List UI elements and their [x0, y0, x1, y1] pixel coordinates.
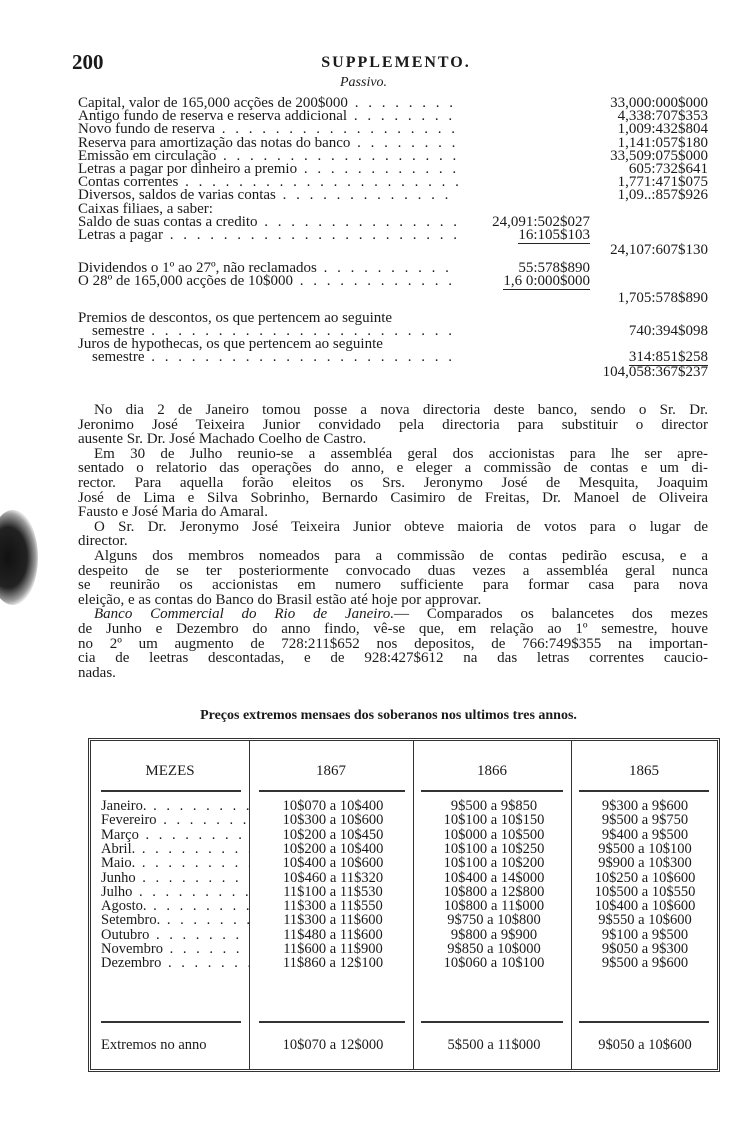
text-line: eleição, e as contas do Banco do Brasil estão até hoje por approvar. — [78, 591, 482, 608]
month-label: Dezembro . . . — [101, 956, 249, 970]
row-label: semestre . . . — [92, 350, 458, 364]
month-label: Novembro . . . — [101, 942, 249, 956]
price-1867: 10$300 a 10$600 — [282, 812, 384, 829]
ledger-row — [78, 291, 708, 305]
ledger-row — [78, 175, 708, 189]
footer-1867: 10$070 a 12$000 — [282, 1037, 384, 1053]
italic-lead: Banco Commercial do Rio de Janeiro. — [94, 606, 394, 623]
table-row — [91, 799, 717, 813]
text-line: Em 30 de Julho reunio-se a assembléa geral dos accionistas para lhe ser apre- — [94, 445, 708, 462]
price-1865: 9$300 a 9$600 — [601, 798, 689, 814]
ledger-row — [78, 243, 708, 257]
month-label: Abril. . . . — [101, 842, 249, 856]
price-1866: 9$850 a 10$000 — [447, 941, 541, 957]
price-1867: 11$600 a 11$900 — [283, 941, 383, 957]
text-line: Jeronimo José Teixeira Junior convidado pela directoria para substituir o director — [78, 416, 708, 433]
price-1865: 10$400 a 10$600 — [594, 898, 696, 915]
row-label: Saldo de suas contas a credito . . . — [78, 215, 458, 229]
amount-value: 1,141:057$180 — [617, 134, 708, 151]
ledger-row — [78, 337, 708, 351]
header-mezes: MEZES — [145, 763, 195, 779]
price-1865: 9$400 a 9$500 — [601, 826, 689, 843]
ledger-row — [78, 188, 708, 202]
text-line: director. — [78, 533, 128, 550]
ledger-row — [78, 324, 708, 338]
price-1866: 10$000 a 10$500 — [443, 826, 545, 843]
ledger-row — [78, 96, 708, 110]
month-label: Maio. . . . — [101, 856, 249, 870]
table-title: Preços extremos mensaes dos soberanos nos ultimos tres annos. — [200, 708, 577, 723]
ledger-row — [78, 162, 708, 176]
row-label: Reserva para amortização das notas do banco . . . — [78, 136, 458, 150]
text-line: No dia 2 de Janeiro tomou posse a nova directoria deste banco, sendo o Sr. Dr. — [94, 402, 708, 418]
table-row — [91, 871, 717, 885]
month-label: Março . . . — [101, 828, 249, 842]
row-label: Capital, valor de 165,000 acções de 200$000 . . . — [78, 96, 458, 110]
price-1866: 10$800 a 11$000 — [443, 898, 545, 915]
row-label: Caixas filiaes, a saber: — [78, 202, 213, 216]
text-line: sentado o relatorio das operações do anno, e eleger a commissão de contas e um di- — [78, 460, 708, 477]
subtotal-value: 16:105$103 — [518, 227, 590, 243]
section-heading: Passivo. — [340, 75, 388, 90]
text-line: José de Lima e Silva Sobrinho, Bernardo Casimiro de Freitas, Dr. Manoel de Oliveira — [78, 489, 708, 506]
table-row — [91, 828, 717, 842]
table-row — [91, 856, 717, 870]
price-1866: 10$400 a 14$000 — [443, 869, 545, 886]
running-title: SUPPLEMENTO. — [321, 54, 471, 71]
row-label: Letras a pagar por dinheiro a premio . . . — [78, 162, 458, 176]
price-1866: 9$800 a 9$900 — [450, 926, 538, 943]
price-1867: 10$070 a 10$400 — [282, 798, 384, 814]
price-1867: 11$100 a 11$530 — [283, 883, 383, 900]
price-1867: 10$200 a 10$450 — [282, 826, 384, 843]
ledger-row — [78, 149, 708, 163]
row-label: Novo fundo de reserva . . . — [78, 122, 458, 136]
price-1866: 9$500 a 9$850 — [450, 798, 538, 814]
amount-value: 1,009:432$804 — [617, 121, 708, 138]
ledger-row — [78, 202, 708, 216]
text-line: Fausto e José Maria do Amaral. — [78, 504, 268, 521]
price-1867: 11$300 a 11$550 — [283, 898, 383, 915]
month-label: Outubro . . . — [101, 928, 249, 942]
ledger-row — [78, 365, 708, 379]
amount-value: 740:394$098 — [628, 323, 708, 339]
row-label: Contas correntes . . . — [78, 175, 458, 189]
price-1865: 10$500 a 10$550 — [594, 883, 696, 900]
amount-value: 104,058:367$237 — [602, 364, 708, 380]
row-label: Premios de descontos, os que pertencem ao seguinte — [78, 311, 393, 325]
footer-1865: 9$050 a 10$600 — [598, 1037, 692, 1053]
price-1865: 9$500 a 9$600 — [601, 955, 689, 972]
header-1867: 1867 — [316, 763, 346, 779]
price-1867: 11$480 a 11$600 — [283, 926, 383, 943]
row-label: semestre . . . — [92, 324, 458, 338]
amount-value: 1,09..:857$926 — [617, 187, 708, 204]
text-line: no 2º um augmento de 728:211$652 nos depositos, de 766:749$355 na importan- — [78, 635, 708, 652]
price-1865: 9$100 a 9$500 — [601, 926, 689, 943]
subtotal-value: 55:578$890 — [518, 260, 590, 276]
amount-value: 4,338:707$353 — [617, 108, 708, 125]
rule — [579, 1021, 709, 1023]
table-row — [91, 899, 717, 913]
table-row — [91, 842, 717, 856]
text-line: cia de leetras descontadas, e de 928:427$612 na das letras correntes caucio- — [78, 650, 708, 667]
row-label: Diversos, saldos de varias contas . . . — [78, 188, 458, 202]
footer-1866: 5$500 a 11$000 — [447, 1037, 541, 1053]
text-line: se reunirão os accionistas em numero sufficiente para formar casa para nova — [78, 577, 708, 594]
amount-value: 1,771:471$075 — [617, 174, 708, 191]
ledger-row — [78, 350, 708, 364]
prices-table — [88, 738, 720, 1072]
amount-value: 24,107:607$130 — [610, 242, 708, 258]
price-1866: 10$100 a 10$250 — [443, 840, 545, 857]
rule — [101, 790, 241, 792]
row-label: Antigo fundo de reserva e reserva addicional . . . — [78, 109, 458, 123]
month-label: Janeiro. . . . — [101, 799, 249, 813]
rule — [421, 1021, 563, 1023]
subtotal-value: 24,091:502$027 — [492, 214, 590, 230]
header-1865: 1865 — [629, 763, 659, 779]
ledger-row — [78, 274, 708, 288]
price-1865: 9$500 a 10$100 — [598, 840, 692, 857]
footer-label: Extremos no anno — [101, 1037, 207, 1053]
price-1866: 10$060 a 10$100 — [443, 955, 545, 972]
amount-value: 33,000:000$000 — [610, 95, 708, 111]
table-row — [91, 928, 717, 942]
row-label: Emissão em circulação . . . — [78, 149, 458, 163]
ledger-row — [78, 311, 708, 325]
price-1865: 9$550 a 10$600 — [598, 912, 692, 929]
table-row — [91, 813, 717, 827]
rule — [579, 790, 709, 792]
amount-value: 314:851$258 — [628, 349, 708, 365]
text-line: rector. Para aquella forão eleitos os Srs. Jeronymo José de Mesquita, Joaquim — [78, 474, 708, 491]
row-label: Dividendos o 1º ao 27º, não reclamados . . . — [78, 261, 458, 275]
text-line: ausente Sr. Dr. José Machado Coelho de Castro. — [78, 431, 367, 448]
table-row — [91, 885, 717, 899]
text-line: despeito de se ter posteriormente convocado duas vezes a assembléa geral nunca — [78, 562, 708, 579]
table-row — [91, 913, 717, 927]
rule — [259, 1021, 405, 1023]
month-label: Julho . . . — [101, 885, 249, 899]
page-number: 200 — [72, 50, 104, 74]
table-footer-row — [91, 1038, 717, 1052]
ledger-row — [78, 122, 708, 136]
rule — [259, 790, 405, 792]
subtotal-value: 1,6 0:000$000 — [503, 273, 590, 289]
text-line: Alguns dos membros nomeados para a commissão de contas pedirão escusa, e a — [94, 547, 708, 564]
rule — [421, 790, 563, 792]
rule — [101, 1021, 241, 1023]
price-1866: 10$100 a 10$150 — [443, 812, 545, 829]
price-1866: 10$100 a 10$200 — [443, 855, 545, 872]
ledger-row — [78, 261, 708, 275]
ledger-row — [78, 109, 708, 123]
row-label: O 28º de 165,000 acções de 10$000 . . . — [78, 274, 458, 288]
row-label: Juros de hypothecas, os que pertencem ao seguinte — [78, 337, 383, 351]
scan-artifact — [0, 510, 38, 605]
month-label: Junho . . . — [101, 871, 249, 885]
amount-value: 33,509:075$000 — [610, 147, 708, 164]
price-1865: 9$050 a 9$300 — [601, 941, 689, 957]
text-line: O Sr. Dr. Jeronymo José Teixeira Junior obteve maioria de votos para o lugar de — [94, 518, 708, 535]
month-label: Setembro. . . . — [101, 913, 249, 927]
month-label: Fevereiro . . . — [101, 813, 249, 827]
price-1867: 10$400 a 10$600 — [282, 855, 384, 872]
price-1865: 9$500 a 9$750 — [601, 812, 689, 829]
month-label: Agosto. . . . — [101, 899, 249, 913]
text-line — [78, 607, 708, 622]
paragraphs — [78, 403, 708, 680]
price-1866: 10$800 a 12$800 — [443, 883, 545, 900]
text-line: de Junho e Dezembro do anno findo, vê-se que, em relação ao 1º semestre, houve — [78, 620, 708, 637]
ledger-row — [78, 228, 708, 242]
amount-value: 1,705:578$890 — [617, 290, 708, 306]
price-1867: 11$860 a 12$100 — [282, 955, 384, 972]
price-1867: 11$300 a 11$600 — [283, 912, 383, 929]
price-1865: 9$900 a 10$300 — [598, 855, 692, 872]
price-1866: 9$750 a 10$800 — [447, 912, 541, 929]
text-line: nadas. — [78, 664, 116, 681]
amount-value: 605:732$641 — [628, 161, 708, 177]
ledger-row — [78, 215, 708, 229]
price-1867: 10$200 a 10$400 — [282, 840, 384, 857]
table-row — [91, 942, 717, 956]
price-1865: 10$250 a 10$600 — [594, 869, 696, 886]
row-label: Letras a pagar . . . — [78, 228, 458, 242]
price-1867: 10$460 a 11$320 — [282, 869, 384, 886]
table-row — [91, 956, 717, 970]
header-1866: 1866 — [477, 763, 507, 779]
text-fragment: — Comparados os balancetes dos mezes — [394, 606, 708, 623]
